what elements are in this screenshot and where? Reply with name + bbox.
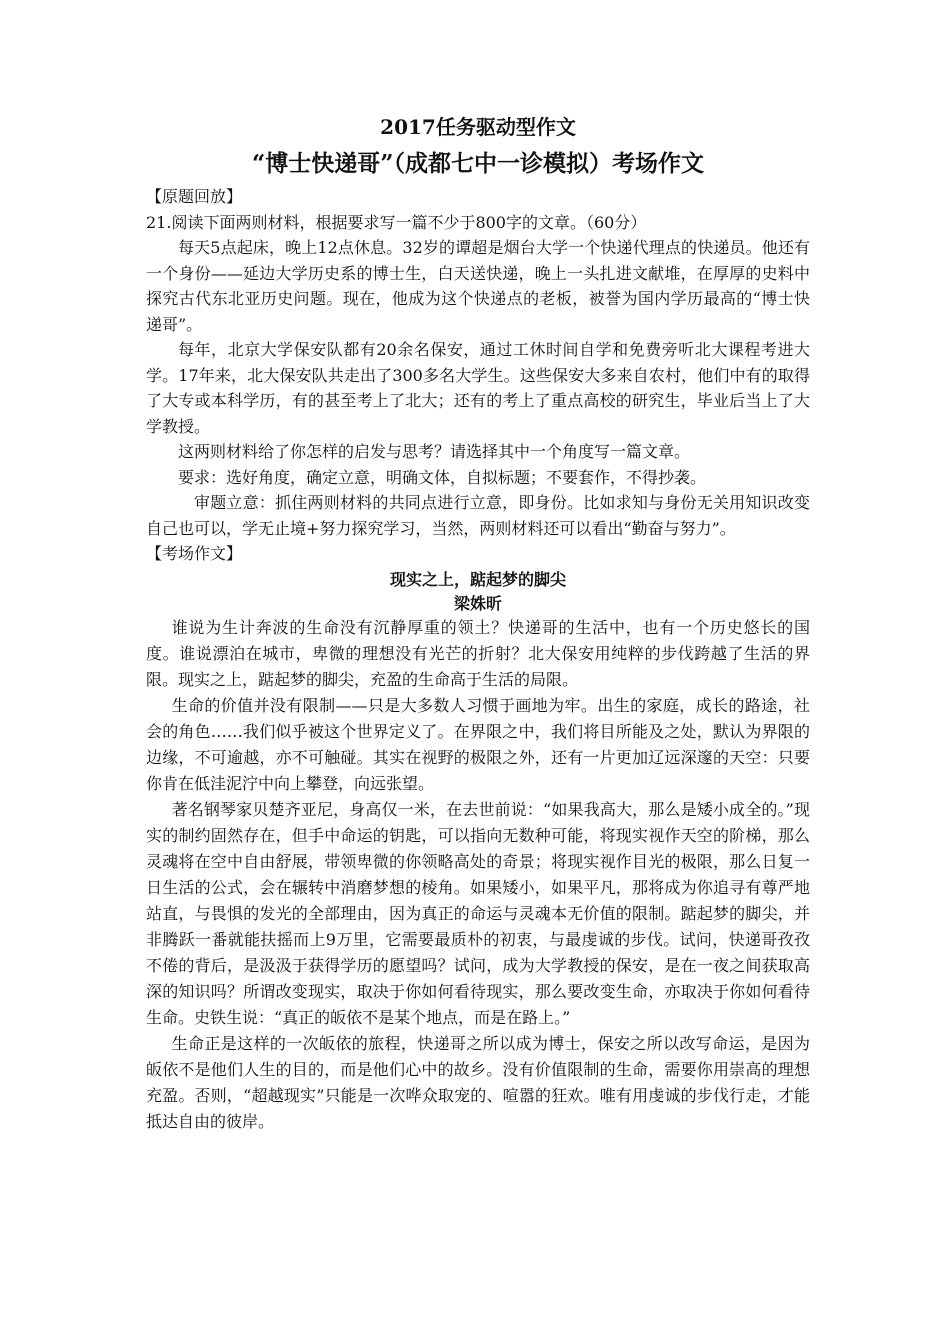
- essay-paragraph-2: 生命的价值并没有限制——只是大多数人习惯于画地为牢。出生的家庭，成长的路途，社会的角色……我们似乎被这个世界定义了。在界限之中，我们将目所能及之处，默认为界限的边缘，不可逾越，亦不可触碰。其实在视野的极限之外，还有一片更加辽远深邃的天空：只要你肯在低洼泥泞中向上攀登，向远张望。: [146, 695, 810, 793]
- material-2: 每年，北京大学保安队都有20余名保安，通过工休时间自学和免费旁听北大课程考进大学。17年来，北大保安队共走出了300多名大学生。这些保安大多来自农村，他们中有的取得了大专或本科学历，有的甚至考上了北大；还有的考上了重点高校的研究生，毕业后当上了大学教授。: [146, 340, 810, 436]
- analysis-text: 审题立意：抓住两则材料的共同点进行立意，即身份。比如求知与身份无关用知识改变自己也可以，学无止境+努力探究学习，当然，两则材料还可以看出“勤奋与努力”。: [146, 493, 810, 538]
- essay-paragraph-4: 生命正是这样的一次皈依的旅程，快递哥之所以成为博士，保安之所以改写命运，是因为皈依不是他们人生的目的，而是他们心中的故乡。没有价值限制的生命，需要你用崇高的理想充盈。否则，“超越现实”只能是一次哗众取宠的、喧嚣的狂欢。唯有用虔诚的步伐行走，才能抵达自由的彼岸。: [146, 1033, 810, 1131]
- essay-author: 梁姝昕: [453, 593, 502, 613]
- document-page: [146, 112, 810, 1135]
- section-original-label: 【原题回放】: [146, 187, 243, 206]
- document-title: 2017任务驱动型作文: [380, 115, 576, 139]
- section-essay-label: 【考场作文】: [146, 544, 243, 563]
- essay-paragraph-3: 著名钢琴家贝楚齐亚尼，身高仅一米，在去世前说：“如果我高大，那么是矮小成全的。”现实的制约固然存在，但手中命运的钥匙，可以指向无数种可能，将现实视作天空的阶梯，那么灵魂将在空中自由舒展，带领卑微的你领略高处的奇景；将现实视作目光的极限，那么日复一日生活的公式，会在辗转中消磨梦想的棱角。如果矮小，如果平凡，那将成为你追寻有尊严地站直，与畏惧的发光的全部理由，因为真正的命运与灵魂本无价值的限制。踮起梦的脚尖，并非腾跃一番就能扶摇而上9万里，它需要最质朴的初衷，与最虔诚的步伐。试问，快递哥孜孜不倦的背后，是汲汲于获得学历的愿望吗？试问，成为大学教授的保安，是在一夜之间获取高深的知识吗？所谓改变现实，取决于你如何看待现实，那么要改变生命，亦取决于你如何看待生命。史铁生说：“真正的皈依不是某个地点，而是在路上。”: [146, 799, 810, 1027]
- prompt-text: 这两则材料给了你怎样的启发与思考？请选择其中一个角度写一篇文章。: [178, 442, 691, 461]
- requirements-text: 要求：选好角度，确定立意，明确文体，自拟标题；不要套作，不得抄袭。: [178, 467, 707, 487]
- question-text: 21.阅读下面两则材料，根据要求写一篇不少于800字的文章。（60分）: [146, 212, 647, 232]
- essay-title: 现实之上，踮起梦的脚尖: [389, 569, 566, 589]
- document-subtitle: “博士快递哥”（成都七中一诊模拟）考场作文: [252, 150, 704, 177]
- material-1: 每天5点起床，晚上12点休息。32岁的谭超是烟台大学一个快递代理点的快递员。他还有一个身份——延边大学历史系的博士生，白天送快递，晚上一头扎进文献堆，在厚厚的史料中探究古代东北亚历史问题。现在，他成为这个快递点的老板，被誉为国内学历最高的“博士快递哥”。: [146, 238, 810, 334]
- essay-paragraph-1: 谁说为生计奔波的生命没有沉静厚重的领土？快递哥的生活中，也有一个历史悠长的国度。谁说漂泊在城市，卑微的理想没有光芒的折射？北大保安用纯粹的步伐跨越了生活的界限。现实之上，踮起梦的脚尖，充盈的生命高于生活的局限。: [146, 617, 810, 689]
